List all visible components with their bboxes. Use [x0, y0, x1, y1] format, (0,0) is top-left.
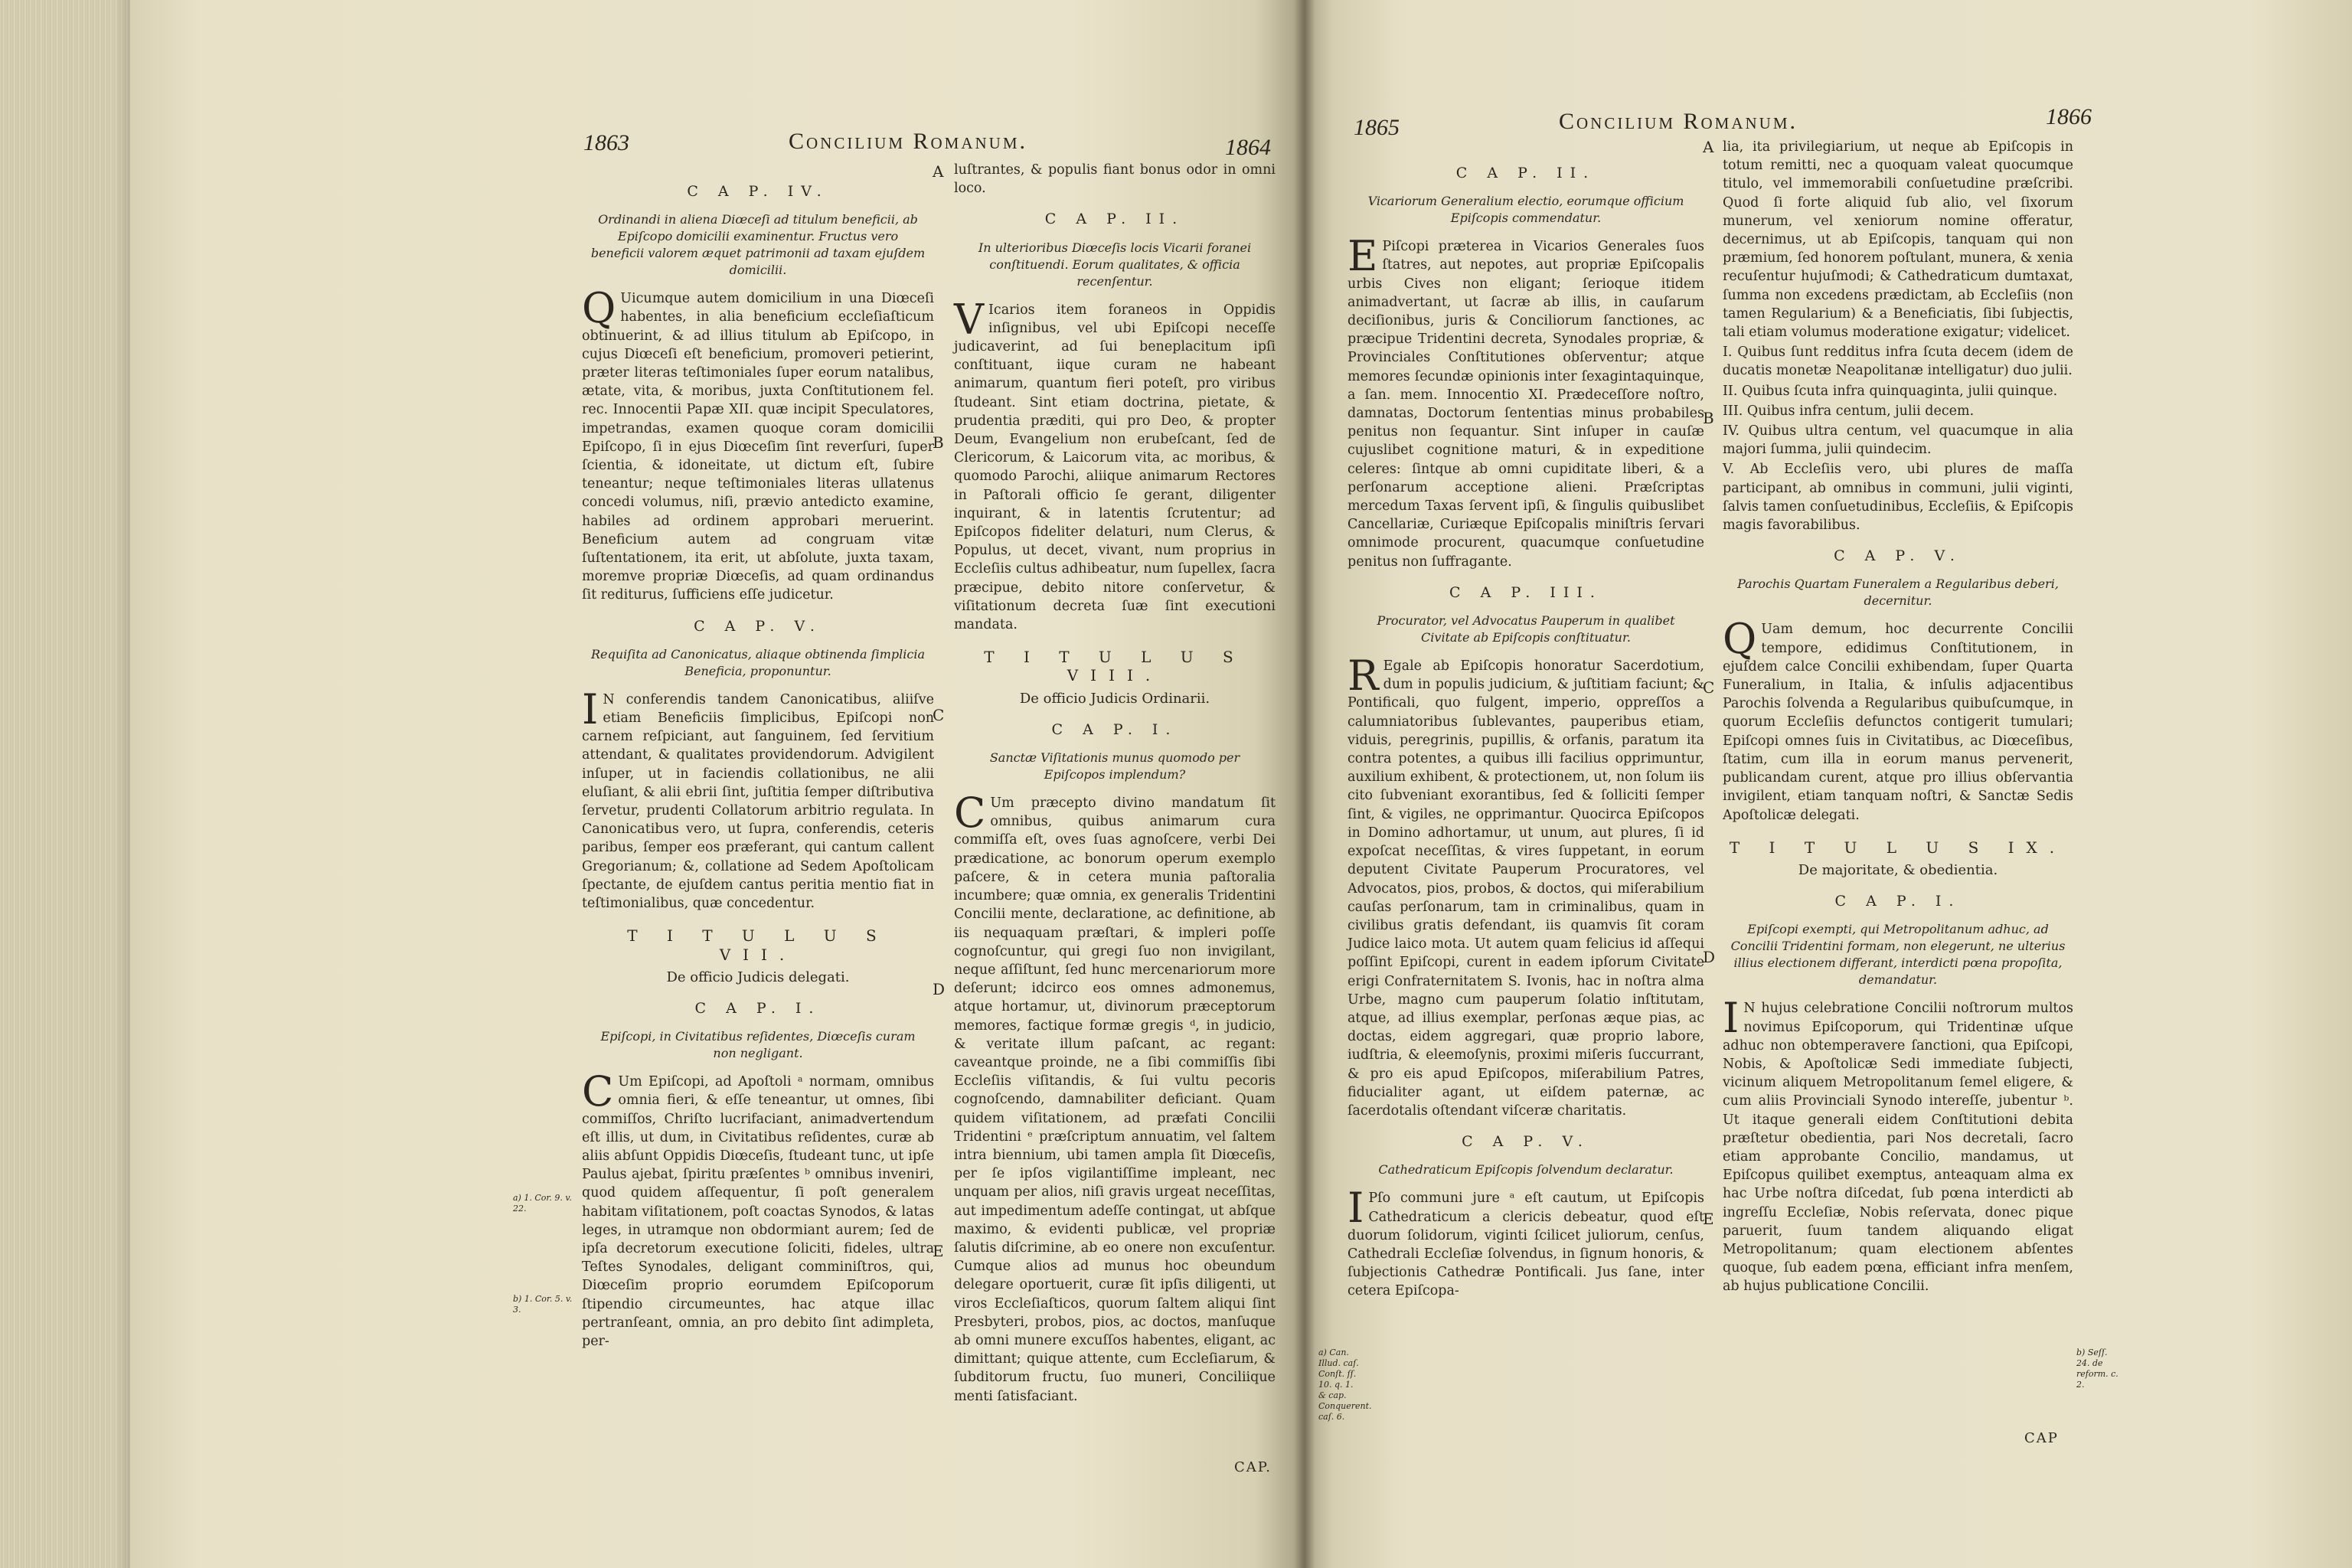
paragraph-text: Piſcopi præterea in Vicarios Generales ſuos ſtatres, aut nepotes, aut propriæ Epiſcopalis urbis Cives non eligant; ſerioque itidem animadvertant, ut ſacræ ab illis, in cauſarum deciſionibus, juris & Conciliorum ſanctiones, ac præcipue Tridentini decreta, Synodales propriæ, & Provinciales Conſtitutiones obſerventur; atque memores ſecundæ opinionis inter ſexagintaquinque, a ſan. mem. Innocentio XI. Prædeceſſore noſtro, damnatas, Doctorum ſententias minus probabiles penitus non ſequantur. Sint inſuper in cauſæ cujuslibet cognitione maturi, & in expeditione celeres: ſintque ab omni cupiditate liberi, & a perſonarum acceptione alieni. Præſcriptas mercedum Taxas ſervent ipſi, & ſingulis quibuslibet Cancellariæ, Curiæque Epiſcopalis miniſtris ſervari omnimode procurent, quacumque conſuetudine penitus non ſuffragante. [1348, 239, 1704, 570]
margin-letter-c: C [933, 706, 945, 724]
cap-heading: C A P. I. [1051, 720, 1178, 738]
paragraph [1348, 1184, 1704, 1300]
chapter-rubric: Parochis Quartam Funeralem a Regularibus deberi, decernitur. [1737, 577, 2059, 609]
cap-heading: C A P. I. [694, 999, 822, 1017]
paragraph-text: Um Epiſcopi, ad Apoſtoli ᵃ normam, omnibus omnia fieri, & eſſe teneantur, ut omnes, ſibi commiſſos, Chriſto lucrifaciant, animadvertendum eſt illis, ut dum, in Civitatibus reſidentes, curæ ab aliis abſunt Oppidis Diœceſis, ſtudeant tunc, ut ipſe Paulus ajebat, ſpiritu præſentes ᵇ omnibus inveniri, quod quidem aſſequentur, ſi poſt generalem habitam viſitationem, poſt coactas Synodos, & latas leges, in utramque non obdormiant aurem; ſed de ipſa decretorum executione ſoliciti, fideles, ultra Teſtes Synodales, deligant comminiſtros, qui, Diœceſim proprio eorumdem Epiſcoporum ſtipendio circumeuntes, hac atque illac pertranſeant, omnia, an pro debito ſint adimpleta, per- [582, 1074, 934, 1349]
margin-letter-e: E [1703, 1210, 1714, 1228]
cap-heading: C A P. III. [1449, 583, 1602, 601]
cap-heading: C A P. V. [1834, 547, 1962, 565]
catchword: CAP. [1234, 1459, 1272, 1475]
margin-letter-a: A [1703, 138, 1714, 156]
margin-letter-a: A [933, 162, 944, 181]
paragraph [582, 284, 934, 604]
footnote-b: b) Seſſ. 24. de reform. c. 2. [2076, 1348, 2118, 1390]
drop-capital: I [582, 684, 599, 733]
titulus-subtitle: De majoritate, & obedientia. [1798, 861, 1998, 878]
right-column-2 [1723, 138, 2073, 1298]
paragraph [1723, 994, 2073, 1295]
chapter-rubric: Cathedraticum Epiſcopis ſolvendum declaratur. [1378, 1162, 1674, 1178]
drop-capital: E [1348, 232, 1378, 281]
catchword: CAP [2024, 1430, 2059, 1446]
right-page-number-1: 1865 [1354, 115, 1400, 140]
paragraph-text: N conferendis tandem Canonicatibus, aliiſve etiam Beneficiis ſimplicibus, Epiſcopi non carnem reſpiciant, aut ſanguinem, ſed ſervitium attendant, & qualitates providendorum. Advigilent inſuper, ut in faciendis collationibus, ne alii eluſiant, & alii ebrii ſint, juſtitia ſemper diſtributiva ſervetur, prudenti Collatorum arbitrio regulata. In Canonicatibus vero, ut ſupra, conferendis, ceteris paribus, ſemper eos præferant, qui cantum callent Gregorianum; &, collatione ad Sedem Apoſtolicam ſpectante, de ejuſdem cantus peritia mentio fiat in teſtimonialibus, quæ concedentur. [582, 691, 934, 912]
footnote-a: a) 1. Cor. 9. v. 22. [513, 1193, 572, 1214]
paragraph [954, 295, 1276, 635]
list-item: III. Quibus infra centum, julii decem. [1723, 403, 1975, 419]
list-item: I. Quibus ſunt redditus infra ſcuta decem (idem de ducatis monetæ Neapolitanæ intelligatur) duo julii. [1723, 345, 2073, 379]
drop-capital: I [1348, 1184, 1364, 1233]
left-running-title: Concilium Romanum. [789, 129, 1028, 154]
titulus-subtitle: De officio Judicis Ordinarii. [1019, 690, 1210, 707]
paragraph: lia, ita privilegiarium, ut neque ab Epiſcopis in totum remitti, nec a quoquam valeat quocumque titulo, vel immemorabili conſuetudine præſcribi. Quod ſi forte aliquid ſub alio, vel ſixorum munerum, vel xeniorum nomine offeratur, decernimus, ut ab Epiſcopis, tanquam qui non præmium, ſed honorem poſtulant, munera, & xenia recuſentur hujuſmodi; & Cathedraticum dumtaxat, ſumma non excedens prædictam, ab Eccleſiis (non tamen Regularium) & a Beneficiatis, ſibi ſubjectis, tali etiam volumus moderatione exigatur; videlicet. [1723, 139, 2073, 341]
right-column-1 [1348, 152, 1704, 1302]
paragraph: luſtrantes, & populis fiant bonus odor in omni loco. [954, 162, 1276, 197]
drop-capital: R [1348, 652, 1379, 701]
margin-letter-e: E [933, 1242, 944, 1260]
margin-letter-c: C [1703, 678, 1715, 697]
cap-heading: C A P. II. [1455, 165, 1596, 181]
cap-heading: C A P. V. [694, 617, 822, 635]
left-page-number-2: 1864 [1225, 135, 1271, 160]
paragraph-text: N hujus celebratione Concilii noſtrorum multos novimus Epiſcoporum, qui Tridentinæ uſque adhuc non obtemperavere ſanctioni, qua Epiſcopi, Nobis, & Apoſtolicæ Sedi immediate ſubjecti, vicinum aliquem Metropolitanum ſemel eligere, & cum aliis Provinciali Synodo intereſſe, jubentur ᵇ. Ut itaque generali eidem Conſtitutioni debita præſtetur obedientia, pari Nos decretali, ſacro etiam approbante Concilio, mandamus, ut Epiſcopus quilibet exemptus, anteaquam alma ex hac Urbe noſtra diſcedat, ſub pœna interdicti ab ingreſſu Eccleſiæ, Nobis reſervata, donec pique paruerit, ſuum tandem aliquando eligat Metropolitanum; quam electionem abſentes quoque, ſub eadem pœna, efficiant infra menſem, ab hujus publicatione Concilii. [1723, 1001, 2073, 1295]
margin-letter-b: B [933, 433, 944, 452]
drop-capital: Q [1723, 615, 1757, 664]
cap-heading: C A P. IV. [687, 183, 829, 200]
paragraph-text: Uicumque autem domicilium in una Diœceſi habentes, in alia beneficium eccleſiaſticum obtinuerint, & ad illius titulum ab Epiſcopo, in cujus Diœceſi eſt beneficium, promoveri petierint, præter literas teſtimoniales ſuper eorum natalibus, ætate, vita, & moribus, juxta Conſtitutionem fel. rec. Innocentii Papæ XII. quæ incipit Speculatores, impetrandas, examen quoque coram domicilii Epiſcopo, ſi in ejus Diœceſim ſint reverſuri, ſuper ſcientia, & idoneitate, ut dictum eſt, ſubire teneantur; neque teſtimoniales literas ullatenus concedi volumus, niſi, prævio antedicto examine, habiles ad ordinem approbari meruerint. Beneficium autem ad congruam vitæ ſuſtentationem, ita erit, ut abſolute, juxta taxam, moremve propriæ Diœceſis, ad quam ordinandus ſit rediturus, ſufficiens eſſe judicetur. [582, 291, 934, 603]
page-edges [0, 0, 130, 1568]
footnote-b: b) 1. Cor. 5. v. 3. [513, 1294, 573, 1315]
paragraph-text: Uam demum, hoc decurrente Concilii tempore, edidimus Conſtitutionem, in ejuſdem calce Concilii exhibendam, ſuper Quarta Funeralium, in Italia, & inſulis adjacentibus Parochis ſolvenda a Regularibus quibuſcumque, in quorum Eccleſiis defunctos contigerit tumulari; Epiſcopi omnes ſuis in Civitatibus, ac Diœceſibus, ſtatim, cum illa in eorum manus pervenerit, publicandam curent, atque pro illius obſervantia invigilent, etiam tanquam noſtri, & Sanctæ Sedis Apoſtolicæ delegati. [1723, 622, 2073, 823]
cap-heading: C A P. V. [1462, 1133, 1590, 1151]
drop-capital: I [1723, 994, 1740, 1043]
chapter-rubric: Vicariorum Generalium electio, eorumque officium Epiſcopis commendatur. [1367, 194, 1684, 226]
chapter-rubric: Epiſcopi exempti, qui Metropolitanum adhuc, ad Concilii Tridentini formam, non elegerunt, ne ulterius illius electionem differant, interdicti pœna propoſita, demandatur. [1730, 922, 2066, 988]
paragraph-text: Um præcepto divino mandatum ſit omnibus, quibus animarum cura commiſſa eſt, oves ſuas agnoſcere, verbi Dei prædicatione, ac bonorum operum exemplo paſcere, & in cetera munia paſtoralia incumbere; quæ omnia, ex generalis Tridentini Concilii mente, declaratione, ac definitione, ab iis nequaquam præſtari, & impleri poſſe cognoſcuntur, qui gregi ſuo non invigilant, neque aſſiſtunt, ſed hunc mercenariorum more deſerunt; idcirco eos omnes admonemus, atque hortamur, ut, divinorum præceptorum memores, factique formæ gregis ᵈ, in judicio, & veritate illum paſcant, ac regant: caveantque proinde, ne a ſibi commiſſis ſibi Eccleſiis viſitandis, & ſui vultu pecoris cognoſcendo, damnabiliter deficiant. Quam quidem viſitationem, ad præfati Concilii Tridentini ᵉ præſcriptum annuatim, vel ſaltem intra biennium, ubi tamen ampla ſit Diœceſis, per ſe ipſos vigilantiſſime impleant, nec unquam per alios, niſi gravis urgeat neceſſitas, aut impedimentum adeſſe contingat, ut abſque maximo, & evidenti publicæ, vel propriæ ſalutis diſcrimine, ab eo onere non excuſentur. Cumque alios ad munus hoc obeundum delegare oportuerit, curæ ſit ipſis diligenti, ut viros Eccleſiaſticos, quorum ſaltem aliqui ſint Presbyteri, probos, pios, ac doctos, manſuque ab omni munere excuſſos habentes, eligant, ac dimittant; quique attente, cum Eccleſiarum, & ſubditorum fructu, ſuo muneri, Conciliique menti ſatisfaciant. [954, 795, 1276, 1404]
paragraph [1723, 615, 2073, 824]
left-column-1 [582, 170, 934, 1352]
margin-letter-b: B [1703, 409, 1714, 427]
cap-heading: C A P. I. [1834, 893, 1962, 910]
drop-capital: C [582, 1067, 614, 1116]
chapter-rubric: Procurator, vel Advocatus Pauperum in qualibet Civitate ab Epiſcopis conſtituatur. [1377, 613, 1675, 645]
cap-heading: C A P. II. [1044, 211, 1185, 228]
gutter-shadow [1294, 0, 1315, 1568]
chapter-rubric: Epiſcopi, in Civitatibus reſidentes, Diœceſis curam non negligant. [600, 1029, 916, 1061]
paragraph [582, 1067, 934, 1351]
list-item: V. Ab Eccleſiis vero, ubi plures de maſſa participant, ab omnibus in communi, julii viginti, ſalvis tamen conſuetudinibus, Eccleſiis, & Epiſcopis magis favorabilibus. [1723, 462, 2073, 534]
left-column-2 [954, 161, 1276, 1407]
titulus-heading: T I T U L U S VII. [627, 926, 889, 964]
paragraph [1348, 652, 1704, 1120]
paragraph-text: Pſo communi jure ᵃ eſt cautum, ut Epiſcopis Cathedraticum a clericis debeatur, quod eſt duorum ſolidorum, viginti ſcilicet juliorum, cenſus, Cathedrali Eccleſiæ ſolvendus, in ſignum honoris, & ſubjectionis Cathedræ Pontificali. Jus ſane, inter cetera Epiſcopa- [1348, 1191, 1704, 1299]
drop-capital: V [954, 295, 984, 344]
list-item: II. Quibus ſcuta infra quinquaginta, julii quinque. [1723, 383, 2058, 399]
drop-capital: C [954, 789, 986, 838]
chapter-rubric: Requiſita ad Canonicatus, aliaque obtinenda ſimplicia Beneficia, proponuntur. [591, 646, 925, 678]
chapter-rubric: Ordinandi in aliena Diœceſi ad titulum beneficii, ab Epiſcopo domicilii examinentur. Fructus vero beneficii valorem æquet patrimonii ad taxam ejuſdem domicilii. [590, 212, 926, 278]
chapter-rubric: In ulterioribus Diœceſis locis Vicarii foranei conſtituendi. Eorum qualitates, & officia recenſentur. [978, 240, 1252, 289]
margin-letter-d: D [1703, 948, 1716, 966]
paragraph-text: Icarios item foraneos in Oppidis inſignibus, vel ubi Epiſcopi neceſſe judicaverint, ad ſui beneplacitum ipſi conſtituant, iique curam ne habeant animarum, quantum fieri poteſt, pro viribus ſtudeant. Sint etiam doctrina, pietate, & prudentia præditi, qui pro Deo, & propter Deum, Evangelium non erubeſcant, ſed de Clericorum, & Laicorum vita, ac moribus, & quomodo Parochi, aliique animarum Rectores in Paſtorali officio ſe gerant, diligenter inquirant, & in latentis ſcrutentur; ad Epiſcopos fideliter delaturi, num Clerus, & Populus, ut decet, vivant, num proprius in Eccleſiis cultus adhibeatur, num ſupellex, ſacra præcipue, debito nitore conſervetur, & viſitationum decreta ſuæ ſint executioni mandata. [954, 302, 1276, 633]
paragraph-text: Egale ab Epiſcopis honoratur Sacerdotium, dum in populis judicium, & juſtitiam faciunt; & Pontificali, quo fulgent, imperio, oppreſſos a calumniatoribus ſublevantes, pauperibus etiam, viduis, peregrinis, pupillis, & orfanis, paratum ita contra potentes, a quibus illi facilius opprimuntur, auxilium exhibent, & protectionem, ut, non ſolum iis cito ſubveniant exorantibus, ſed & ſolliciti ſemper ſint, & vigiles, ne opprimantur. Quocirca Epiſcopos in Domino adhortamur, ut unum, aut plures, ſi id expoſcat neceſſitas, & vires ſuppetant, in eorum deputent Civitate Pauperum Procuratores, vel Advocatos, pios, probos, & doctos, qui miſerabilium cauſas perſonarum, tam in criminalibus, quam in civilibus gratis defendant, iis quamvis ſit coram Judice laico mota. Ut autem quam felicius id aſſequi poſſint Epiſcopi, curent in eadem ipſorum Civitate erigi Confraternitatem S. Ivonis, hac in noſtra alma Urbe, magno cum pauperum ſolatio inſtitutam, atque, ad illius exemplar, perſonas æque pias, ac doctas, eidem aggregari, quæ proprio labore, iudſtria, & eleemoſynis, proximi miſeris ſuccurrant, & pro eis apud Epiſcopos, miſerabilium Patres, fiducialiter agant, ut eiſdem paternæ, ac ſacerdotalis oſtendant viſceræ charitatis. [1348, 658, 1704, 1119]
drop-capital: Q [582, 284, 616, 333]
chapter-rubric: Sanctæ Viſitationis munus quomodo per Epiſcopos implendum? [989, 750, 1240, 782]
paragraph [582, 684, 934, 913]
titulus-heading: T I T U L U S VIII. [984, 648, 1246, 685]
titulus-heading: T I T U L U S IX. [1729, 838, 2067, 857]
right-running-title: Concilium Romanum. [1559, 109, 1798, 134]
right-page-number-2: 1866 [2046, 104, 2092, 129]
list-item: IV. Quibus ultra centum, vel quacumque in alia majori ſumma, julii quindecim. [1723, 423, 2073, 458]
paragraph [1348, 232, 1704, 571]
margin-letter-d: D [933, 980, 946, 998]
paragraph [954, 789, 1276, 1406]
footnote-a: a) Can. Illud. caſ. Conſt. ſſ. 10. q. 1. & cap. Conquerent. caſ. 6. [1318, 1348, 1372, 1422]
left-page-number-1: 1863 [583, 130, 629, 155]
titulus-subtitle: De officio Judicis delegati. [666, 969, 850, 985]
